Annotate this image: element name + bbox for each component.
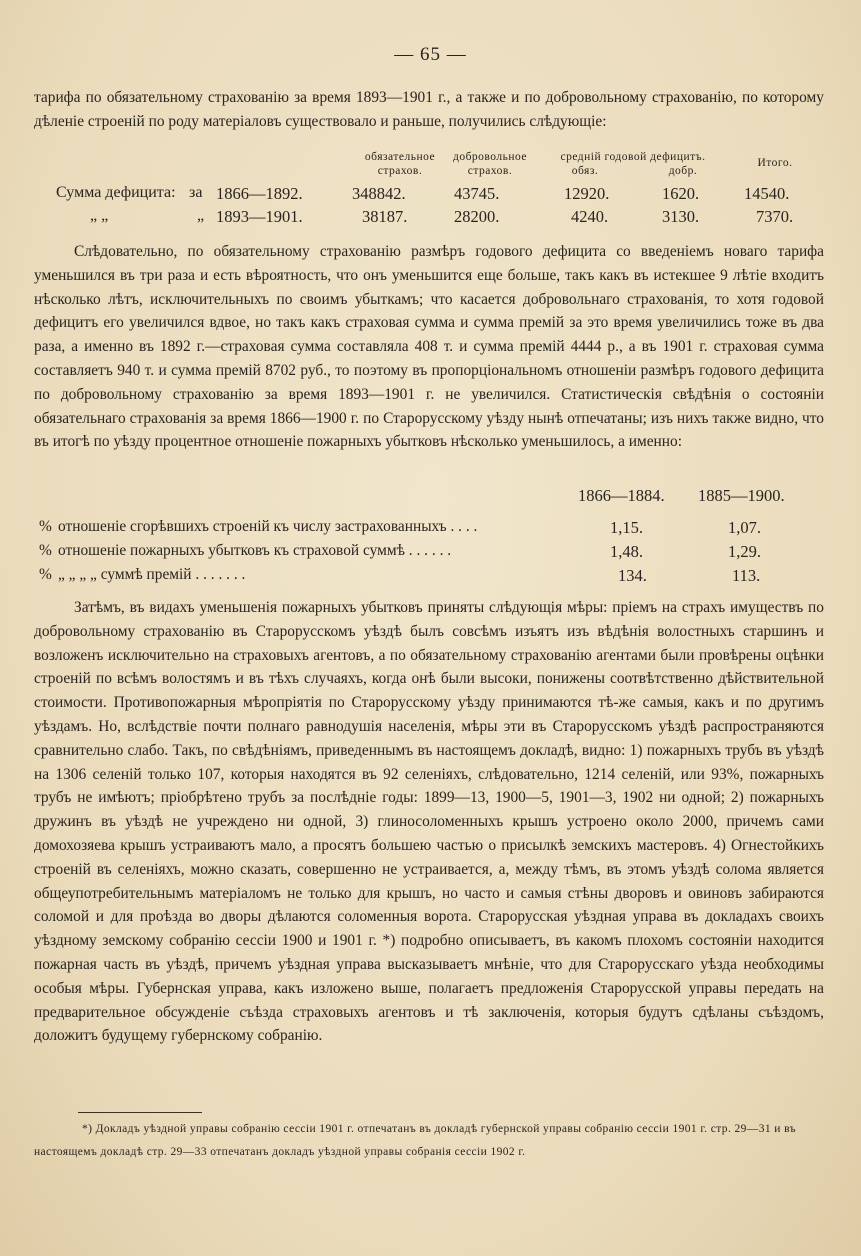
footnote: *) Докладъ уѣздной управы собранію сессіи 1901 г. отпечатанъ въ докладѣ губернской управы собранію сессіи 1901 г. стр. 29—31 и въ настоящемъ докладѣ стр. 29—33 отпечатанъ докладъ уѣздной управы собранія сессіи 1902 г. <box>34 1123 796 1158</box>
row-label: „ „ „ „ суммѣ премій . . . . . . . <box>58 566 246 583</box>
header-avg-deficit: средній годовой дефицитъ. <box>560 151 706 163</box>
cell-avg-obligatory: 4240. <box>571 207 609 226</box>
header-voluntary: добровольное страхов. <box>452 151 528 177</box>
cell-period-2: 113. <box>732 566 761 585</box>
header-obligatory: обязательное страхов. <box>364 151 436 177</box>
row-period: 1893—1901. <box>216 207 303 226</box>
cell-avg-obligatory: 12920. <box>564 184 610 203</box>
row-period: 1866—1892. <box>216 184 303 203</box>
cell-period-1: 134. <box>618 566 647 585</box>
paragraph-3: Затѣмъ, въ видахъ уменьшенія пожарныхъ убытковъ приняты слѣдующія мѣры: пріемъ на страхъ имуществъ по добровольному страхованію въ Старорусскомъ уѣздѣ былъ совсѣмъ изъятъ изъ вѣдѣнія волостныхъ старшинъ и возложенъ исключительно на страховыхъ агентовъ, а по обязательному страхованію агентами были провѣрены оцѣнки строеній по всѣмъ волостямъ и въ тѣхъ случаяхъ, когда онѣ были высоки, понижены соотвѣтственно дѣйствительной стоимости. Противопожарныя мѣропріятія по Старорусскому уѣзду принимаются тѣ-же самыя, какъ и по другимъ уѣздамъ. Но, вслѣдствіе почти полнаго равнодушія населенія, мѣры эти въ Старорусскомъ уѣздѣ распространяются сравнительно слабо. Такъ, по свѣдѣніямъ, приведеннымъ въ настоящемъ докладѣ, видно: 1) пожарныхъ трубъ въ уѣздѣ на 1306 селеній только 107, которыя находятся въ 92 селеніяхъ, слѣдовательно, 1214 селеній, или 93%, пожарныхъ трубъ не имѣютъ; пріобрѣтено трубъ за послѣдніе годы: 1899—13, 1900—5, 1901—3, 1902 ни одной; 2) пожарныхъ дружинъ въ уѣздѣ не учреждено ни одной, 3) глиносоломенныхъ крышъ устроено около 2000, причемъ сами домохозяева крышъ устраиваютъ мало, а просятъ большею частью о присылкѣ земскихъ мастеровъ. 4) Огнестойкихъ строеній въ селеніяхъ, можно сказать, совершенно не устраивается, а, между тѣмъ, въ этомъ уѣздѣ солома является общеупотребительнымъ матеріаломъ не только для крышъ, но часто и самыя стѣны дворовъ и овиновъ забираются соломой и для проѣзда во дворы дѣлаются соломенныя ворота. Старорусская уѣздная управа въ докладахъ своихъ уѣздному земскому собранію сессіи 1900 и 1901 г. *) подробно описываетъ, въ какомъ плохомъ состояніи находится пожарная часть въ уѣздѣ, причемъ уѣздная управа высказываетъ мнѣніе, что для Старорусскаго уѣзда необходимы особыя мѣры. Губернская управа, какъ изложено выше, полагаетъ предложенія Старорусской управы передать на предварительное обсужденіе съѣзда страховыхъ агентовъ и тѣ заключенія, которыя будутъ сдѣланы съѣздомъ, доложитъ будущему губернскому собранію. <box>34 599 824 1045</box>
header-avg-voluntary: добр. <box>668 165 698 177</box>
cell-period-1: 1,15. <box>610 518 643 537</box>
cell-obligatory: 348842. <box>352 184 406 203</box>
row-prefix: „ <box>197 207 205 224</box>
cell-voluntary: 28200. <box>454 207 500 226</box>
cell-voluntary: 43745. <box>454 184 500 203</box>
percent-sign: % <box>39 566 52 583</box>
row-label: отношеніе пожарныхъ убытковъ къ страховой суммѣ . . . . . . <box>58 542 452 559</box>
percent-sign: % <box>39 518 52 535</box>
row-label: Сумма дефицита: <box>56 184 176 201</box>
table-row <box>34 566 824 590</box>
row-label: отношеніе сгорѣвшихъ строеній къ числу застрахованныхъ . . . . <box>58 518 478 535</box>
page-number: — 65 — <box>394 44 467 65</box>
header-period-1: 1866—1884. <box>578 486 665 505</box>
cell-obligatory: 38187. <box>362 207 408 226</box>
percent-sign: % <box>39 542 52 559</box>
cell-avg-voluntary: 1620. <box>662 184 700 203</box>
cell-period-1: 1,48. <box>610 542 643 561</box>
cell-total: 7370. <box>756 207 794 226</box>
cell-avg-voluntary: 3130. <box>662 207 700 226</box>
header-total: Итого. <box>757 157 793 169</box>
intro-paragraph: тарифа по обязательному страхованію за время 1893—1901 г., а также и по добровольному страхованію, по которому дѣленіе строеній по роду матеріаловъ существовало и раньше, получились слѣдующіе: <box>34 89 824 130</box>
header-avg-obligatory: обяз. <box>571 165 599 177</box>
footnote-divider <box>78 1112 202 1113</box>
row-label: „ „ <box>90 207 109 224</box>
cell-total: 14540. <box>744 184 790 203</box>
table-row <box>34 518 824 542</box>
cell-period-2: 1,29. <box>728 542 761 561</box>
header-period-2: 1885—1900. <box>698 486 785 505</box>
table-row <box>34 207 824 231</box>
table-row <box>34 184 824 208</box>
table-row <box>34 542 824 566</box>
paragraph-2: Слѣдовательно, по обязательному страхованію размѣръ годового дефицита со введеніемъ новаго тарифа уменьшился въ три раза и есть вѣроятность, что онъ уменьшится еще больше, такъ какъ въ истекшее 9 лѣтіе входитъ нѣсколько лѣтъ, исключительныхъ по своимъ убыткамъ; что касается добровольнаго страхованія, то хотя годовой дефицитъ его увеличился вдвое, но такъ какъ страховая сумма и сумма премій за это время увеличились тоже въ два раза, а именно въ 1892 г.—страховая сумма составляла 408 т. и сумма премій 4444 р., а въ 1901 г. страховая сумма составляетъ 940 т. и сумма премій 8702 руб., то поэтому въ пропорціональномъ отношеніи размѣръ годового дефицита по добровольному страхованію за время 1893—1901 г. не увеличился. Статистическія свѣдѣнія о состояніи обязательнаго страхованія за время 1866—1900 г. по Старорусскому уѣзду нынѣ отпечатаны; изъ нихъ также видно, что въ итогѣ по уѣзду процентное отношеніе пожарныхъ убытковъ нѣсколько уменьшилось, а именно: <box>34 243 824 451</box>
row-prefix: за <box>189 184 203 201</box>
cell-period-2: 1,07. <box>728 518 761 537</box>
